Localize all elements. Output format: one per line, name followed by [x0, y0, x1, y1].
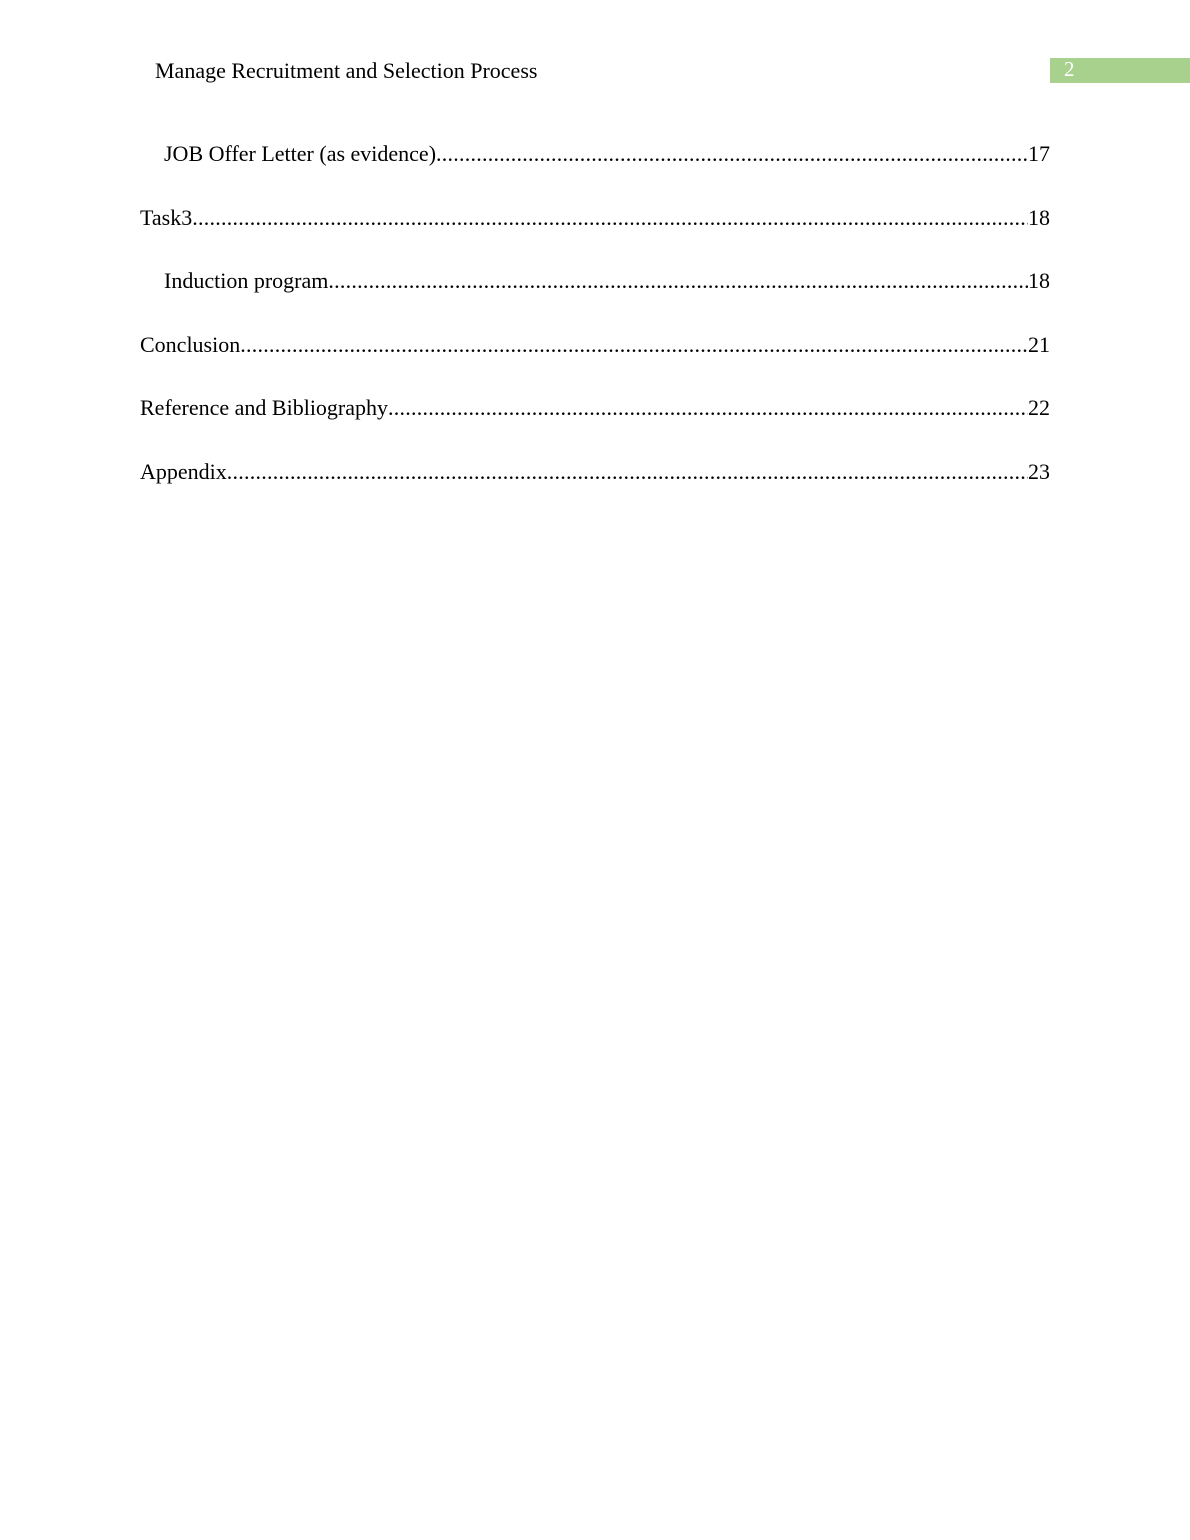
- toc-entry-page: 18: [1028, 204, 1050, 230]
- toc-entry-label: Reference and Bibliography: [140, 395, 389, 420]
- toc-entry-task3[interactable]: [140, 202, 1050, 233]
- toc-dot-leader: [192, 202, 1028, 233]
- table-of-contents: [140, 138, 1050, 519]
- toc-entry-appendix[interactable]: [140, 456, 1050, 487]
- toc-entry-page: 22: [1028, 395, 1050, 420]
- toc-entry-page: 18: [1028, 268, 1050, 293]
- toc-entry-label: Induction program: [164, 268, 329, 293]
- toc-entry-induction-program[interactable]: [140, 265, 1050, 296]
- page-number-badge: [1050, 58, 1190, 83]
- toc-entry-page: 21: [1028, 331, 1050, 357]
- toc-entry-label: Appendix: [140, 458, 227, 484]
- page-number: 2: [1064, 57, 1075, 81]
- toc-dot-leader: [227, 456, 1028, 487]
- toc-entry-job-offer-letter[interactable]: [140, 138, 1050, 169]
- page-header: [0, 0, 1190, 100]
- toc-entry-page: 17: [1028, 141, 1050, 166]
- toc-entry-reference-and-bibliography[interactable]: [140, 392, 1050, 423]
- toc-entry-label: Task3: [140, 204, 193, 230]
- toc-dot-leader: [436, 138, 1028, 169]
- toc-entry-conclusion[interactable]: [140, 329, 1050, 360]
- toc-dot-leader: [240, 329, 1028, 360]
- toc-dot-leader: [328, 265, 1028, 296]
- toc-entry-label: Conclusion: [140, 331, 241, 357]
- toc-dot-leader: [388, 392, 1028, 423]
- document-title: Manage Recruitment and Selection Process: [155, 58, 538, 83]
- toc-entry-label: JOB Offer Letter (as evidence): [164, 141, 437, 166]
- toc-entry-page: 23: [1028, 458, 1050, 484]
